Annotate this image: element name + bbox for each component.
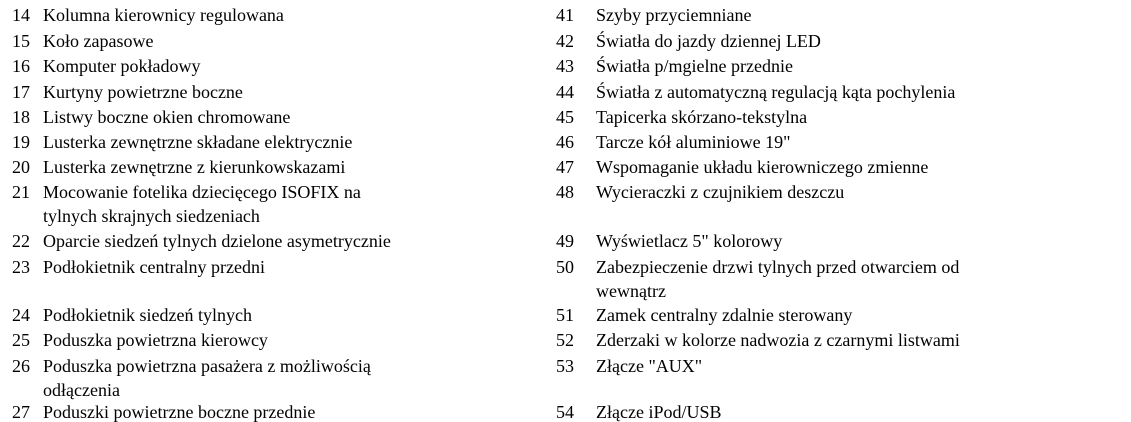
item-number: 24 (12, 305, 30, 325)
item-text: Komputer pokładowy (43, 56, 201, 76)
item-number: 48 (556, 182, 574, 202)
item-text: Koło zapasowe (43, 31, 154, 51)
item-text: Zabezpieczenie drzwi tylnych przed otwarciem od (596, 257, 960, 277)
item-number: 16 (12, 56, 30, 76)
item-text: Wspomaganie układu kierowniczego zmienne (596, 157, 929, 177)
item-number: 47 (556, 157, 574, 177)
item-text: Złącze iPod/USB (596, 402, 722, 422)
item-number: 52 (556, 330, 574, 350)
item-number: 18 (12, 107, 30, 127)
item-text: Tapicerka skórzano-tekstylna (596, 107, 808, 127)
item-number: 44 (556, 82, 574, 102)
item-text: Złącze "AUX" (596, 356, 703, 376)
item-number: 22 (12, 231, 30, 251)
item-number: 50 (556, 257, 574, 277)
item-number: 23 (12, 257, 30, 277)
item-text: Poduszki powietrzne boczne przednie (43, 402, 316, 422)
item-text: Wyświetlacz 5" kolorowy (596, 231, 783, 251)
item-number: 43 (556, 56, 574, 76)
item-number: 19 (12, 132, 30, 152)
item-text: Podłokietnik centralny przedni (43, 257, 265, 277)
item-text: Lusterka zewnętrzne z kierunkowskazami (43, 157, 346, 177)
item-number: 26 (12, 356, 30, 376)
item-text: Tarcze kół aluminiowe 19" (596, 132, 791, 152)
item-text: Kolumna kierownicy regulowana (43, 5, 284, 25)
item-text: Zderzaki w kolorze nadwozia z czarnymi listwami (596, 330, 960, 350)
item-text: odłączenia (43, 380, 120, 400)
item-text: Listwy boczne okien chromowane (43, 107, 291, 127)
item-text: Szyby przyciemniane (596, 5, 752, 25)
item-text: Światła do jazdy dziennej LED (596, 31, 821, 51)
item-number: 41 (556, 5, 574, 25)
item-number: 17 (12, 82, 30, 102)
item-text: Wycieraczki z czujnikiem deszczu (596, 182, 845, 202)
item-number: 49 (556, 231, 574, 251)
item-text: Kurtyny powietrzne boczne (43, 82, 243, 102)
item-text: Zamek centralny zdalnie sterowany (596, 305, 853, 325)
item-number: 14 (12, 5, 30, 25)
item-text: Poduszka powietrzna pasażera z możliwością (43, 356, 371, 376)
item-text: wewnątrz (596, 281, 666, 301)
item-number: 42 (556, 31, 574, 51)
item-number: 27 (12, 402, 30, 422)
item-text: Mocowanie fotelika dziecięcego ISOFIX na (43, 182, 361, 202)
item-number: 20 (12, 157, 30, 177)
item-number: 51 (556, 305, 574, 325)
item-text: Podłokietnik siedzeń tylnych (43, 305, 252, 325)
item-number: 53 (556, 356, 574, 376)
item-number: 25 (12, 330, 30, 350)
item-text: Światła p/mgielne przednie (596, 56, 793, 76)
item-text: Lusterka zewnętrzne składane elektrycznie (43, 132, 353, 152)
item-number: 46 (556, 132, 574, 152)
item-number: 54 (556, 402, 574, 422)
item-text: tylnych skrajnych siedzeniach (43, 206, 260, 226)
item-number: 45 (556, 107, 574, 127)
item-text: Światła z automatyczną regulacją kąta pochylenia (596, 82, 956, 102)
item-text: Oparcie siedzeń tylnych dzielone asymetrycznie (43, 231, 391, 251)
item-number: 15 (12, 31, 30, 51)
item-number: 21 (12, 182, 30, 202)
item-text: Poduszka powietrzna kierowcy (43, 330, 268, 350)
